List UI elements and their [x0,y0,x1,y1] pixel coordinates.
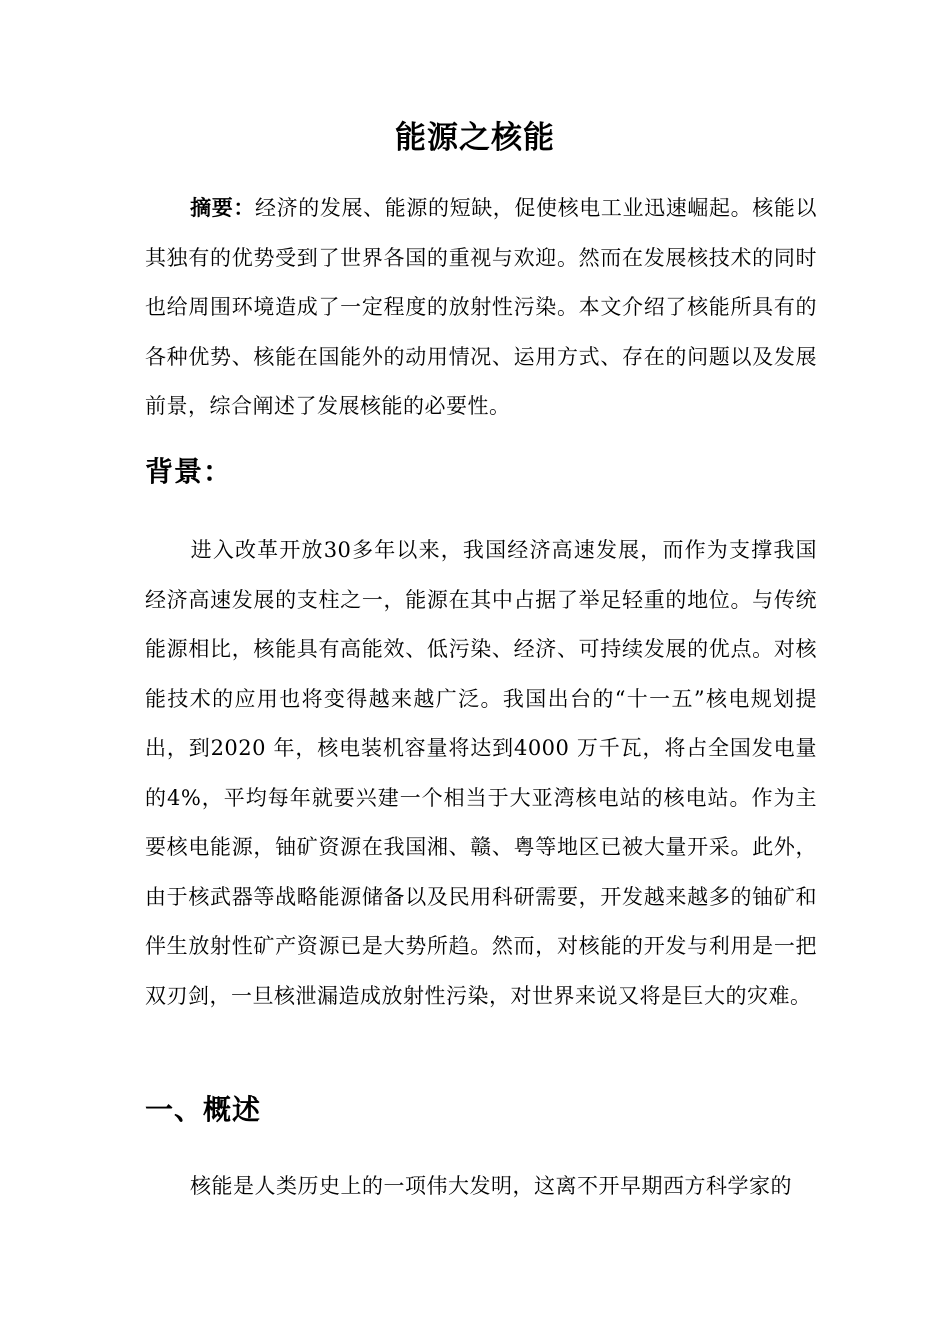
section-heading-background: 背景： [145,455,233,488]
overview-paragraph-text: 核能是人类历史上的一项伟大发明，这离不开早期西方科学家的 [190,1174,792,1198]
background-paragraph [145,526,817,1021]
abstract-text: 经济的发展、能源的短缺，促使核电工业迅速崛起。核能以其独有的优势受到了世界各国的重视与欢迎。然而在发展核技术的同时也给周围环境造成了一定程度的放射性污染。本文介绍了核能所具有的各种优势、核能在国能外的动用情况、运用方式、存在的问题以及发展前景，综合阐述了发展核能的必要性。 [145,196,817,418]
abstract-paragraph [145,184,817,432]
document-title: 能源之核能 [395,119,555,156]
section-heading-overview: 一、概述 [145,1093,262,1126]
abstract-label: 摘要： [190,196,255,220]
background-paragraph-text: 进入改革开放30多年以来，我国经济高速发展，而作为支撑我国经济高速发展的支柱之一，能源在其中占据了举足轻重的地位。与传统能源相比，核能具有高能效、低污染、经济、可持续发展的优点。对核能技术的应用也将变得越来越广泛。我国出台的“十一五”核电规划提出，到2020 年，核电装机容量将达到4000 万千瓦，将占全国发电量的4%，平均每年就要兴建一个相当于大亚湾核电站的核电站。作为主要核电能源，铀矿资源在我国湘、赣、粤等地区已被大量开采。此外，由于核武器等战略能源储备以及民用科研需要，开发越来越多的铀矿和伴生放射性矿产资源已是大势所趋。然而，对核能的开发与利用是一把双刃剑，一旦核泄漏造成放射性污染，对世界来说又将是巨大的灾难。 [145,538,817,1008]
overview-paragraph [145,1162,817,1212]
